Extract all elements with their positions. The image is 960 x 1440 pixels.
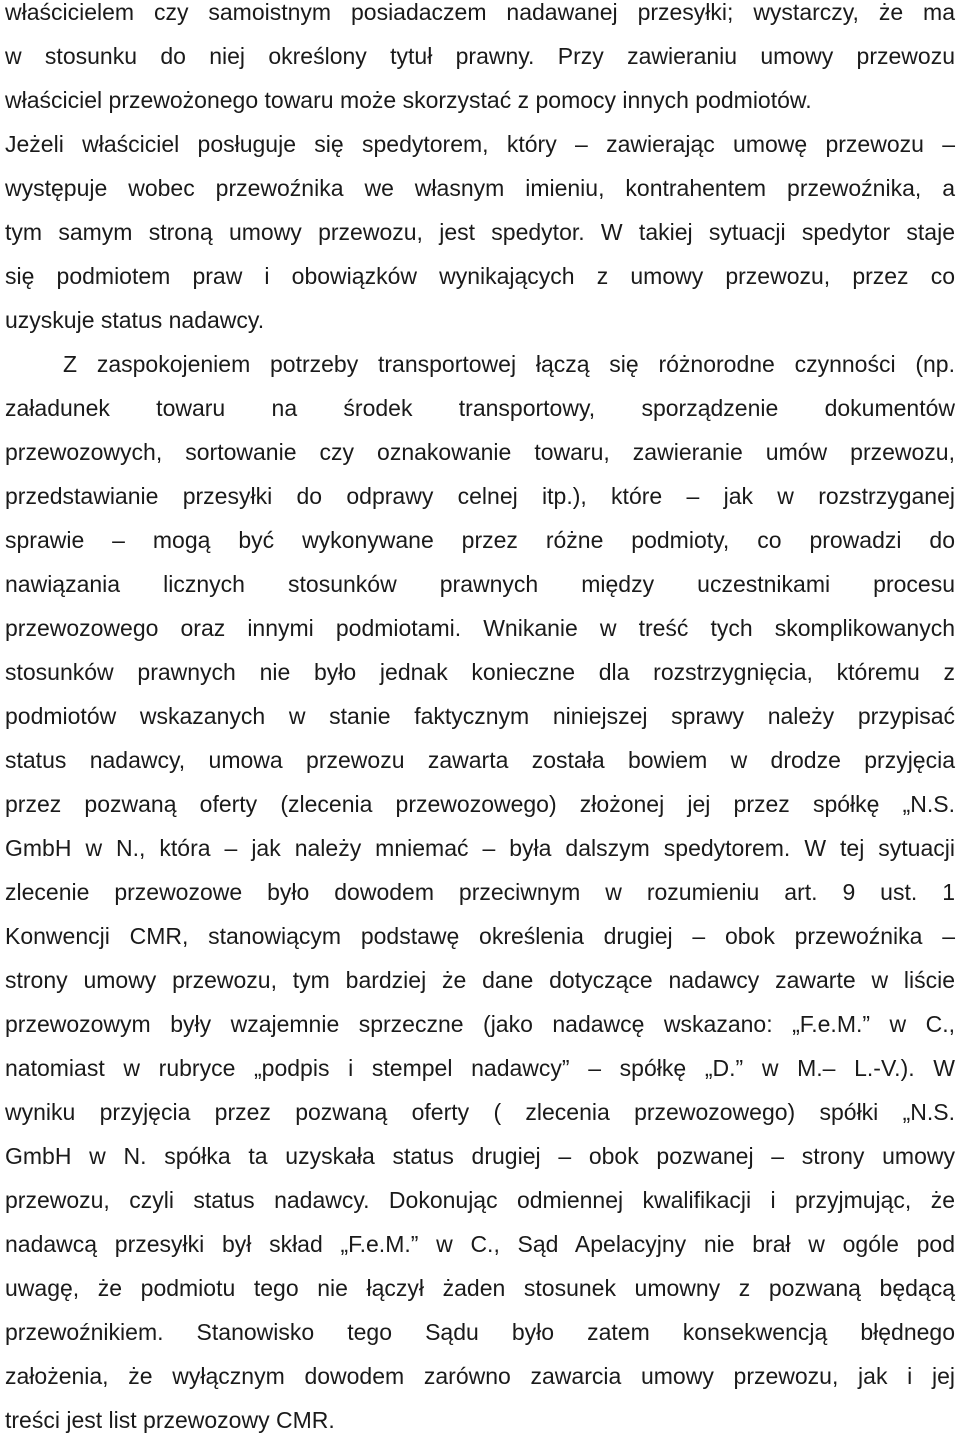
text-line: GmbH w N., która – jak należy mniemać – była dalszym spedytorem. W tej sytuacji	[5, 835, 955, 861]
text-line: przewozu, czyli status nadawcy. Dokonując odmiennej kwalifikacji i przyjmując, że	[5, 1187, 955, 1213]
text-line: stosunków prawnych nie było jednak konieczne dla rozstrzygnięcia, któremu z	[5, 659, 955, 685]
text-line: podmiotów wskazanych w stanie faktycznym niniejszej sprawy należy przypisać	[5, 703, 955, 729]
text-line: natomiast w rubryce „podpis i stempel nadawcy” – spółkę „D.” w M.– L.-V.). W	[5, 1055, 955, 1081]
text-line: Jeżeli właściciel posługuje się spedytorem, który – zawierając umowę przewozu –	[5, 131, 955, 157]
text-line: Konwencji CMR, stanowiącym podstawę określenia drugiej – obok przewoźnika –	[5, 923, 955, 949]
text-line: zlecenie przewozowe było dowodem przeciwnym w rozumieniu art. 9 ust. 1	[5, 879, 955, 905]
text-line: wyniku przyjęcia przez pozwaną oferty ( zlecenia przewozowego) spółki „N.S.	[5, 1099, 955, 1125]
text-line: występuje wobec przewoźnika we własnym imieniu, kontrahentem przewoźnika, a	[5, 175, 955, 201]
text-line: przewozowym były wzajemnie sprzeczne (jako nadawcę wskazano: „F.e.M.” w C.,	[5, 1011, 955, 1037]
text-line: przewozowych, sortowanie czy oznakowanie towaru, zawieranie umów przewozu,	[5, 439, 955, 465]
text-line: strony umowy przewozu, tym bardziej że dane dotyczące nadawcy zawarte w liście	[5, 967, 955, 993]
text-line: w stosunku do niej określony tytuł prawny. Przy zawieraniu umowy przewozu	[5, 43, 955, 69]
text-line: tym samym stroną umowy przewozu, jest spedytor. W takiej sytuacji spedytor staje	[5, 219, 955, 245]
text-line: treści jest list przewozowy CMR.	[5, 1407, 335, 1433]
text-line: nadawcą przesyłki był skład „F.e.M.” w C., Sąd Apelacyjny nie brał w ogóle pod	[5, 1231, 955, 1257]
text-line: przedstawianie przesyłki do odprawy celnej itp.), które – jak w rozstrzyganej	[5, 483, 955, 509]
text-line: nawiązania licznych stosunków prawnych między uczestnikami procesu	[5, 571, 955, 597]
text-line: właściciel przewożonego towaru może skorzystać z pomocy innych podmiotów.	[5, 87, 812, 113]
text-line: uzyskuje status nadawcy.	[5, 307, 265, 333]
text-line: założenia, że wyłącznym dowodem zarówno zawarcia umowy przewozu, jak i jej	[5, 1363, 955, 1389]
text-line: GmbH w N. spółka ta uzyskała status drugiej – obok pozwanej – strony umowy	[5, 1143, 955, 1169]
text-line: uwagę, że podmiotu tego nie łączył żaden stosunek umowny z pozwaną będącą	[5, 1275, 955, 1301]
text-line: się podmiotem praw i obowiązków wynikających z umowy przewozu, przez co	[5, 263, 955, 289]
text-line: Z zaspokojeniem potrzeby transportowej łączą się różnorodne czynności (np.	[63, 351, 955, 377]
text-line: przewoźnikiem. Stanowisko tego Sądu było zatem konsekwencją błędnego	[5, 1319, 955, 1345]
text-line: sprawie – mogą być wykonywane przez różne podmioty, co prowadzi do	[5, 527, 955, 553]
text-line: przewozowego oraz innymi podmiotami. Wnikanie w treść tych skomplikowanych	[5, 615, 955, 641]
text-line: załadunek towaru na środek transportowy, sporządzenie dokumentów	[5, 395, 955, 421]
text-line: przez pozwaną oferty (zlecenia przewozowego) złożonej jej przez spółkę „N.S.	[5, 791, 955, 817]
text-line: status nadawcy, umowa przewozu zawarta została bowiem w drodze przyjęcia	[5, 747, 955, 773]
text-line: właścicielem czy samoistnym posiadaczem nadawanej przesyłki; wystarczy, że ma	[5, 0, 955, 25]
